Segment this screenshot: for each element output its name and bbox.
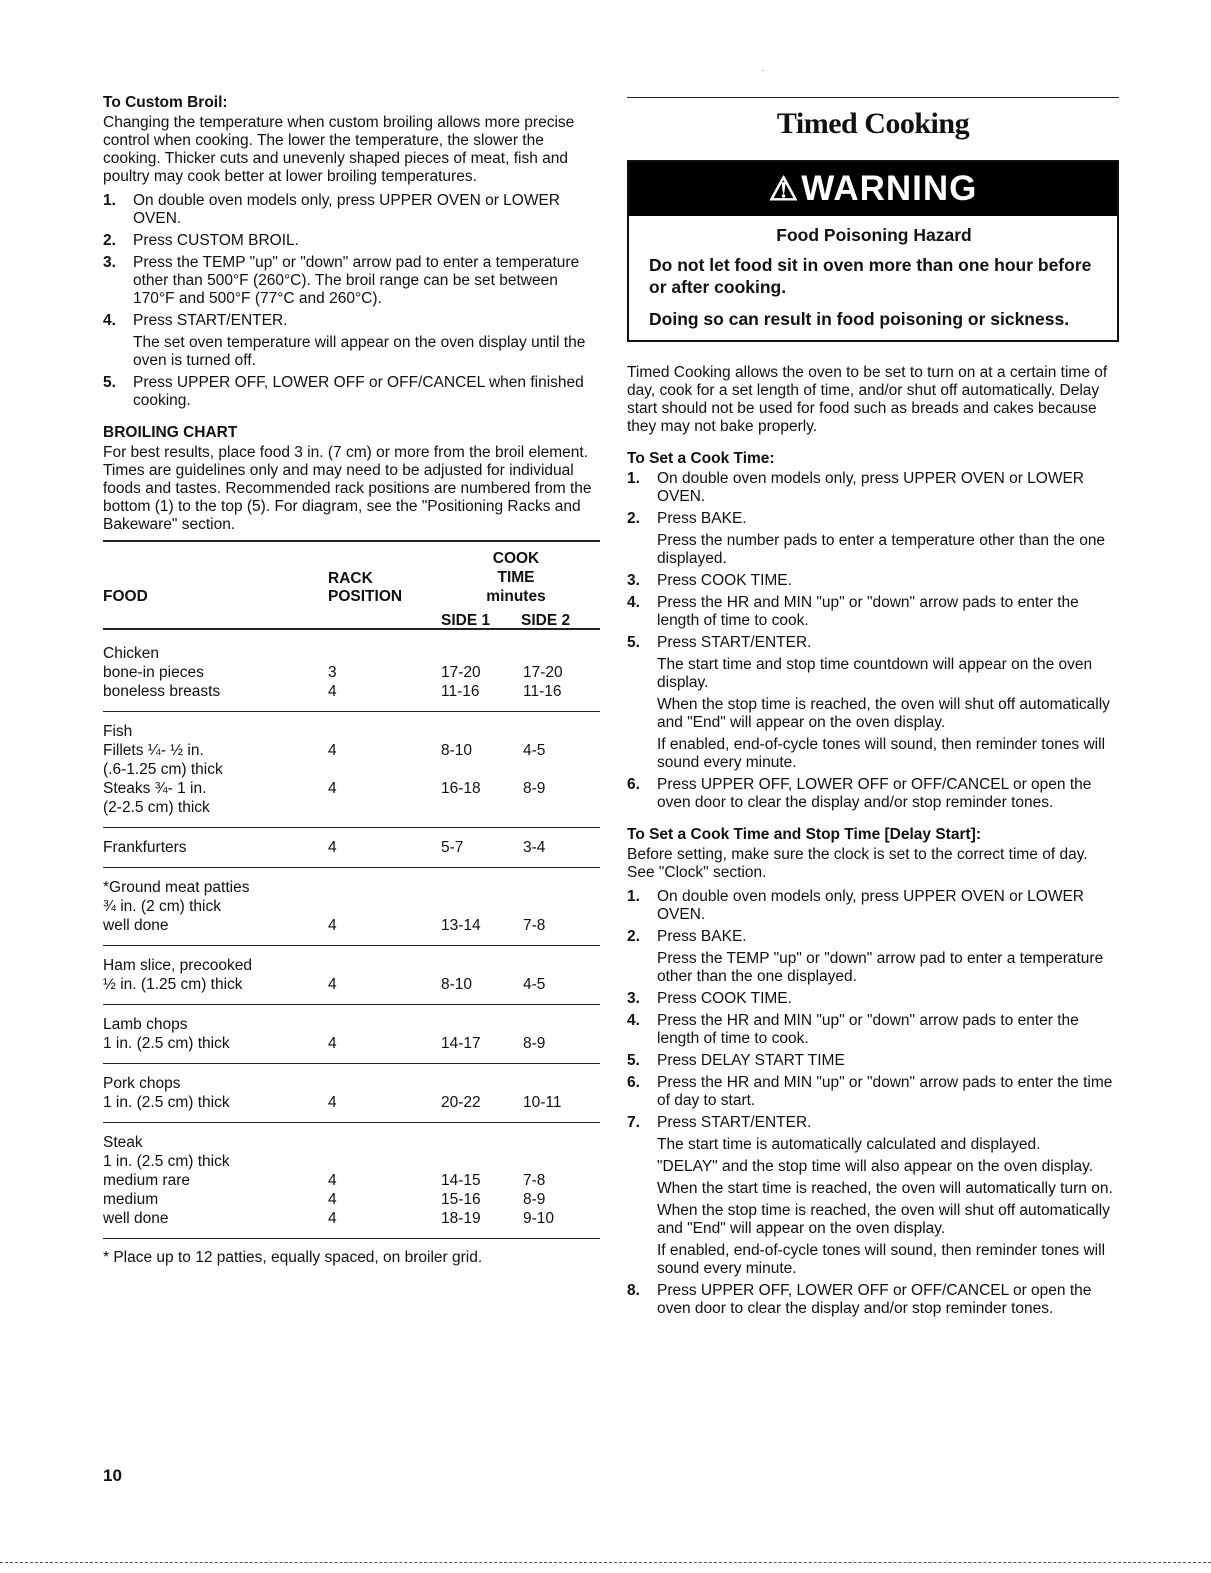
step-number: 3. [627,572,640,589]
chart-cell-line [328,1074,441,1093]
step-text: Press START/ENTER. [657,634,812,651]
step-number: 4. [103,312,116,329]
chart-cell-line: 17-20 [523,664,563,681]
step-item [627,990,1119,1008]
chart-cell-line [523,798,600,817]
rack-position-cell [328,1005,441,1064]
chart-group-row [103,868,600,946]
chart-cell-line [441,956,523,975]
step-note: When the stop time is reached, the oven will shut off automatically and "End" will appear on the oven display. [657,1202,1110,1237]
custom-broil-steps [103,192,600,410]
step-note: Press the TEMP "up" or "down" arrow pad to enter a temperature other than the one displayed. [657,950,1104,985]
chart-group-row [103,1005,600,1064]
header-side-2: SIDE 2 [521,612,571,629]
chart-group-row [103,946,600,1005]
chart-group-row [103,828,600,868]
header-minutes: minutes [486,588,546,605]
chart-cell-line [523,1074,600,1093]
warning-triangle-icon: ⚠ [768,170,800,207]
timed-cooking-intro: Timed Cooking allows the oven to be set to turn on at a certain time of day, cook for a set length of time, and/or shut off automatically. Delay start should not be used for food such as breads and cakes because they may not bake properly. [627,364,1108,435]
side-1-cell [441,946,523,1005]
section-top-rule [627,97,1119,98]
chart-cell-line [328,1015,441,1034]
step-item [103,374,600,410]
header-rack: RACK [328,570,373,587]
chart-cell-line [523,1015,600,1034]
chart-cell-line: 5-7 [441,839,464,856]
chart-cell-line: 20-22 [441,1094,481,1111]
side-2-cell [523,946,600,1005]
step-item [103,254,600,308]
food-cell [103,868,328,946]
chart-cell-line: Chicken [103,645,159,662]
chart-cell-line: 7-8 [523,1172,546,1189]
step-note: If enabled, end-of-cycle tones will sound, then reminder tones will sound every minute. [657,736,1106,771]
side-2-cell [523,1005,600,1064]
warning-line-1: Do not let food sit in oven more than one hour before or after cooking. [649,255,1092,297]
step-item [627,928,1119,986]
chart-cell-line [523,722,600,741]
chart-cell-line: 4 [328,976,337,993]
left-column [103,94,600,1267]
rack-position-cell [328,946,441,1005]
step-item [627,510,1119,568]
side-2-cell [523,634,600,712]
chart-group-row [103,1123,600,1239]
step-item [103,232,600,250]
chart-cell-line: well done [103,1210,169,1227]
chart-cell-line [328,798,441,817]
side-1-cell [441,1123,523,1239]
chart-cell-line: Pork chops [103,1075,181,1092]
chart-cell-line: 4 [328,742,337,759]
step-note: The set oven temperature will appear on the oven display until the oven is turned off. [133,334,586,369]
step-item [103,192,600,228]
chart-cell-line: Fillets ¼- ½ in. [103,742,204,759]
step-text: Press BAKE. [657,510,747,527]
step-text: On double oven models only, press UPPER OVEN or LOWER OVEN. [657,470,1084,505]
step-text: Press the HR and MIN "up" or "down" arrow pads to enter the time of day to start. [657,1074,1113,1109]
chart-cell-line: 4 [328,917,337,934]
chart-group-row [103,1064,600,1123]
step-note: Press the number pads to enter a temperature other than the one displayed. [657,532,1106,567]
chart-cell-line: *Ground meat patties [103,879,250,896]
step-number: 3. [627,990,640,1007]
step-number: 5. [627,634,640,651]
side-1-cell [441,1064,523,1123]
side-1-cell [441,868,523,946]
chart-cell-line [441,897,523,916]
delay-start-intro: Before setting, make sure the clock is set to the correct time of day. See "Clock" section. [627,846,1088,881]
step-item [627,1282,1119,1318]
header-position: POSITION [328,588,403,605]
chart-cell-line [523,644,600,663]
side-2-cell [523,712,600,828]
broiling-chart-intro: For best results, place food 3 in. (7 cm) or more from the broil element. Times are guidelines only and may need to be adjusted for individual foods and tastes. Recommended rack positions are numbered from the bottom (1) to the top (5). For diagram, see the "Positioning Racks and Bakeware" section. [103,444,592,533]
chart-cell-line [328,956,441,975]
chart-footnote: * Place up to 12 patties, equally spaced, on broiler grid. [103,1249,483,1266]
page-number: 10 [103,1466,122,1485]
step-number: 1. [627,888,640,905]
rack-position-cell [328,712,441,828]
chart-cell-line: Steak [103,1134,143,1151]
chart-header [103,542,600,628]
step-text: On double oven models only, press UPPER OVEN or LOWER OVEN. [657,888,1084,923]
chart-cell-line [523,878,600,897]
step-number: 6. [627,776,640,793]
step-text: Press BAKE. [657,928,747,945]
step-text: Press UPPER OFF, LOWER OFF or OFF/CANCEL or open the oven door to clear the display and/or stop reminder tones. [657,1282,1092,1317]
step-text: Press UPPER OFF, LOWER OFF or OFF/CANCEL or open the oven door to clear the display and/or stop reminder tones. [657,776,1092,811]
chart-cell-line: (2-2.5 cm) thick [103,799,210,816]
food-cell [103,1123,328,1239]
step-item [103,312,600,370]
chart-cell-line: well done [103,917,169,934]
chart-cell-line: 8-10 [441,742,473,759]
step-number: 1. [627,470,640,487]
side-2-cell [523,1123,600,1239]
step-item [627,1074,1119,1110]
chart-cell-line: 4 [328,839,337,856]
step-text: Press START/ENTER. [657,1114,812,1131]
step-number: 2. [627,928,640,945]
step-text: Press COOK TIME. [657,572,792,589]
step-item [627,888,1119,924]
warning-hazard: Food Poisoning Hazard [776,225,972,245]
header-side-1: SIDE 1 [441,612,491,629]
chart-cell-line: 4-5 [523,742,546,759]
chart-cell-line [328,1152,441,1171]
chart-cell-line: 14-15 [441,1172,481,1189]
rack-position-cell [328,868,441,946]
step-number: 8. [627,1282,640,1299]
chart-cell-line: 7-8 [523,917,546,934]
step-text: Press the HR and MIN "up" or "down" arrow pads to enter the length of time to cook. [657,594,1079,629]
header-food: FOOD [103,588,148,605]
chart-cell-line [523,760,600,779]
chart-cell-line: 4-5 [523,976,546,993]
header-time: TIME [497,569,535,586]
side-1-cell [441,634,523,712]
chart-cell-line: 8-9 [523,1035,546,1052]
chart-cell-line: 4 [328,1094,337,1111]
step-item [627,572,1119,590]
chart-cell-line [523,1133,600,1152]
chart-cell-line: 11-16 [441,683,480,700]
chart-cell-line [441,1133,523,1152]
step-number: 5. [627,1052,640,1069]
chart-cell-line: Steaks ¾- 1 in. [103,780,207,797]
step-text: Press COOK TIME. [657,990,792,1007]
chart-cell-line: ¾ in. (2 cm) thick [103,898,221,915]
broiling-chart [103,540,600,1239]
food-cell [103,712,328,828]
stray-mark: · [761,65,765,76]
warning-banner [629,162,1117,216]
side-1-cell [441,712,523,828]
food-cell [103,1064,328,1123]
custom-broil-intro: Changing the temperature when custom broiling allows more precise control when cooking. The lower the temperature, the slower the cooking. Thicker cuts and unevenly shaped pieces of meat, fish and poultry may cook better at lower broiling temperatures. [103,114,575,185]
chart-cell-line: 10-11 [523,1094,562,1111]
step-note: If enabled, end-of-cycle tones will sound, then reminder tones will sound every minute. [657,1242,1106,1277]
chart-cell-line: 1 in. (2.5 cm) thick [103,1035,230,1052]
chart-cell-line [441,798,523,817]
step-note: "DELAY" and the stop time will also appear on the oven display. [657,1158,1094,1175]
step-item [627,1114,1119,1278]
step-number: 2. [103,232,116,249]
step-text: Press CUSTOM BROIL. [133,232,299,249]
chart-cell-line: medium [103,1191,159,1208]
chart-cell-line: 4 [328,683,337,700]
step-note: When the start time is reached, the oven will automatically turn on. [657,1180,1113,1197]
side-1-cell [441,1005,523,1064]
chart-cell-line: bone-in pieces [103,664,204,681]
chart-cell-line [328,897,441,916]
rack-position-cell [328,634,441,712]
step-number: 7. [627,1114,640,1131]
chart-cell-line: 13-14 [441,917,481,934]
chart-cell-line [523,897,600,916]
chart-cell-line: boneless breasts [103,683,221,700]
step-item [627,1052,1119,1070]
chart-cell-line: 4 [328,1035,337,1052]
chart-cell-line [441,878,523,897]
rack-position-cell [328,828,441,868]
rack-position-cell [328,1123,441,1239]
chart-cell-line: 3-4 [523,839,546,856]
food-cell [103,1005,328,1064]
chart-group-row [103,634,600,712]
cook-time-steps [627,470,1119,812]
chart-cell-line: ½ in. (1.25 cm) thick [103,976,243,993]
chart-cell-line: 9-10 [523,1210,555,1227]
step-text: Press the TEMP "up" or "down" arrow pad to enter a temperature other than 500°F (260°C). The broil range can be set between 170°F and 500°F (77°C and 260°C). [133,254,580,307]
section-title: Timed Cooking [776,107,970,140]
food-cell [103,634,328,712]
chart-cell-line: 8-9 [523,1191,546,1208]
side-1-cell [441,828,523,868]
cook-time-heading: To Set a Cook Time: [627,450,775,467]
custom-broil-heading: To Custom Broil: [103,94,228,111]
delay-start-steps [627,888,1119,1318]
chart-table [103,634,600,1239]
chart-cell-line: 4 [328,1210,337,1227]
header-cook: COOK [492,550,540,567]
chart-cell-line: Frankfurters [103,839,187,856]
delay-start-heading: To Set a Cook Time and Stop Time [Delay Start]: [627,826,981,843]
chart-cell-line: Ham slice, precooked [103,957,253,974]
step-item [627,634,1119,772]
step-text: Press START/ENTER. [133,312,288,329]
side-2-cell [523,828,600,868]
chart-cell-line [328,878,441,897]
step-number: 4. [627,1012,640,1029]
chart-cell-line: Lamb chops [103,1016,188,1033]
warning-label: WARNING [801,169,978,208]
chart-cell-line: Fish [103,723,133,740]
step-number: 3. [103,254,116,271]
warning-line-2: Doing so can result in food poisoning or sickness. [649,309,1070,329]
chart-cell-line [328,722,441,741]
chart-cell-line: 16-18 [441,780,481,797]
step-note: The start time and stop time countdown will appear on the oven display. [657,656,1093,691]
step-text: On double oven models only, press UPPER OVEN or LOWER OVEN. [133,192,560,227]
step-number: 4. [627,594,640,611]
chart-cell-line [441,1152,523,1171]
chart-cell-line: 4 [328,1191,337,1208]
chart-cell-line: 1 in. (2.5 cm) thick [103,1153,230,1170]
step-item [627,594,1119,630]
chart-cell-line [441,1074,523,1093]
chart-cell-line [441,644,523,663]
chart-cell-line: 4 [328,1172,337,1189]
chart-cell-line: medium rare [103,1172,190,1189]
step-number: 5. [103,374,116,391]
warning-box [627,160,1119,342]
chart-cell-line: 3 [328,664,337,681]
step-item [627,470,1119,506]
chart-cell-line [328,644,441,663]
step-number: 1. [103,192,116,209]
chart-cell-line [328,760,441,779]
chart-cell-line: 18-19 [441,1210,481,1227]
step-number: 6. [627,1074,640,1091]
chart-cell-line [523,1152,600,1171]
step-text: Press DELAY START TIME [657,1052,845,1069]
chart-cell-line: 15-16 [441,1191,481,1208]
chart-cell-line [328,1133,441,1152]
chart-cell-line: 8-10 [441,976,473,993]
step-note: The start time is automatically calculated and displayed. [657,1136,1041,1153]
page-bottom-rule [0,1562,1211,1563]
chart-cell-line: 11-16 [523,683,562,700]
warning-body [629,216,1117,340]
chart-cell-line [441,1015,523,1034]
chart-cell-line: 4 [328,780,337,797]
chart-group-row [103,712,600,828]
side-2-cell [523,1064,600,1123]
chart-cell-line: 14-17 [441,1035,481,1052]
right-column [627,97,1119,1324]
broiling-chart-heading: BROILING CHART [103,424,238,441]
chart-cell-line [523,956,600,975]
step-note: When the stop time is reached, the oven will shut off automatically and "End" will appear on the oven display. [657,696,1110,731]
step-number: 2. [627,510,640,527]
chart-cell-line: 1 in. (2.5 cm) thick [103,1094,230,1111]
chart-cell-line [441,760,523,779]
food-cell [103,828,328,868]
side-2-cell [523,868,600,946]
chart-cell-line: 8-9 [523,780,546,797]
chart-cell-line: 17-20 [441,664,481,681]
food-cell [103,946,328,1005]
step-item [627,1012,1119,1048]
rack-position-cell [328,1064,441,1123]
step-text: Press the HR and MIN "up" or "down" arrow pads to enter the length of time to cook. [657,1012,1079,1047]
step-text: Press UPPER OFF, LOWER OFF or OFF/CANCEL when finished cooking. [133,374,584,409]
chart-cell-line: (.6-1.25 cm) thick [103,761,223,778]
chart-cell-line [441,722,523,741]
step-item [627,776,1119,812]
